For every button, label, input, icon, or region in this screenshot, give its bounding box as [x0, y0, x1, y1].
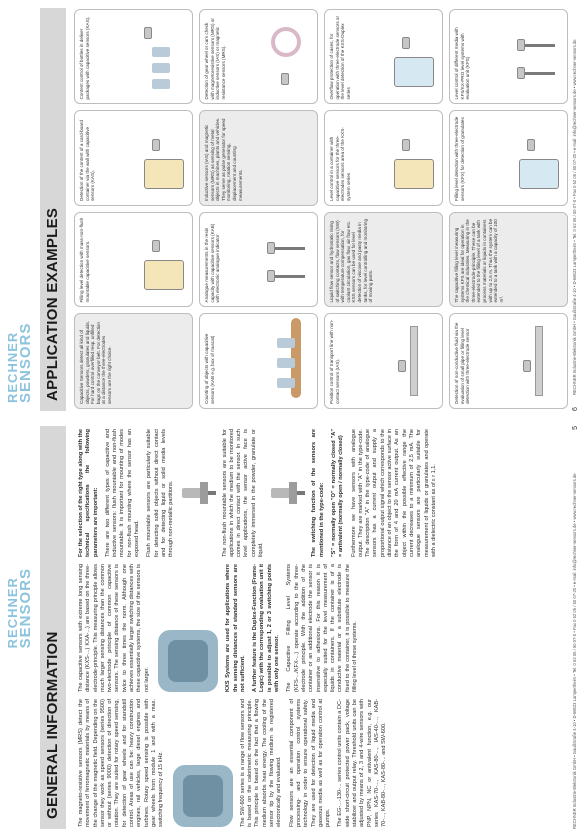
container-shape — [394, 58, 434, 88]
page-title: APPLICATION EXAMPLES — [44, 207, 61, 401]
logo-line2: SENSORS — [17, 568, 34, 649]
sensor-head — [517, 68, 525, 80]
page-title: GENERAL INFORMATION — [44, 631, 61, 819]
application-illustration — [267, 219, 311, 301]
paragraph-mount-types: There are two different types of capacitive and inductive sensors: flush mountable and non-flush mountable. It is important for mounting of modes for non-flush mounting where the sensor has an exposed head. — [104, 429, 141, 557]
sensor-head — [152, 241, 160, 253]
application-illustration — [392, 321, 436, 403]
application-card — [74, 111, 193, 207]
paragraph-kxs: The capacitive sensors with extreme long sensing distance (KXS-...) KXA-...) are based on the three-electrode-principle. This measuring principle allows much larger sensing distances than the common two-electrode principle of common capacitive sensors. The sensing distance of these sensors is twice to three times the norm. Although one achieves essentially larger switching distances with these capacitive systems, the size of the sensors is not larger. — [78, 564, 150, 692]
puzzle-image-2 — [158, 630, 218, 692]
paragraph-kxs-systems: KXS Systems are used for applications where the sensing distances of standard sensors are not sufficient. — [225, 564, 246, 692]
application-card — [324, 9, 443, 105]
footer-text: RECHNER Industrie-Elektronik GmbH • Gaußstraße 4-10 • D-68623 Lampertheim • Tel. 0 62 06 / 50 07-0 • Fax 0 62 06 / 50 07-20 • e-mail: info@rechner-sensors.de • www.rechner-sensors.de — [572, 473, 577, 829]
application-card-text: Content control of bottles in deliver packages with capacitive sensors (KAS). — [79, 16, 90, 100]
text-column-3 — [78, 429, 568, 557]
application-card — [74, 9, 193, 105]
pipe-shape — [410, 326, 418, 396]
paragraph-control-units: The EG-...-130-... series control units contain a DC-wide short-circuit protected power pack, voltage stabilizer and output relay. Threshold units can be adjusted by means of 2, 3 and 4-wire sensors with PNP, NPN, NC or antivalent function, e.g. our series KAS-70-..., KAS-80-..., IAS-40-..., KAB-70-..., KAB-80-..., KAS-80-... and SW-600. — [337, 699, 388, 827]
page-number: 5 — [572, 426, 579, 430]
header-band — [40, 8, 66, 411]
paragraph-duplex: A further feature is the Duplex-Function (Frame-Logic) with the corresponding evaluation unit it is possible to adjust 1, 2 or 3 switching points with only one sensor. — [252, 564, 281, 692]
application-card-text: The capacitive filling level measuring systems KFS are ideal for operation in the chemical industries. Measuring in the three-electrode-principle. These can be extended to the filling level of a tank with process materials or liquids in containers with up to 2,5 m. Thus the system can be extended to a tank with a capacity of 100 m³. — [454, 218, 504, 303]
paragraph-selection: For the selection of the right type along with the technical specifications the following parameters are important: — [78, 429, 99, 557]
sensor-head — [402, 139, 410, 151]
application-card-text: Analogue measurements in the resin capacity with capacitive sensors (KAB) with electronic analogue indicator — [204, 223, 221, 303]
paragraph-flow-sensors: Flow sensors are an essential component of processing- and operation control systems technology in order to ensure operational safety. They are used for detection of liquid media and gaseous media as well as for operation control at pumps. — [288, 699, 332, 827]
sensor-rod — [525, 45, 555, 48]
bottle-shape — [152, 80, 170, 90]
application-card — [199, 9, 318, 105]
left-page — [0, 418, 588, 835]
application-card-text: Detection of non-conductive fluid via the evaluation of small pipe or filling level detection with three-electrode sensor — [454, 322, 471, 404]
logo-line1: RECHNER — [5, 577, 20, 649]
application-illustration — [517, 321, 561, 403]
application-card — [449, 314, 568, 410]
application-illustration — [517, 118, 561, 200]
sensor-head — [267, 243, 275, 255]
application-card — [324, 314, 443, 410]
logo-line1: RECHNER — [5, 331, 20, 403]
sensor-image-2 — [271, 470, 305, 516]
page-number: 6 — [572, 407, 579, 411]
text-column-2 — [78, 564, 568, 692]
sensor-rod — [525, 73, 555, 76]
pipe-shape — [535, 326, 543, 396]
bottle-shape — [152, 64, 170, 74]
paragraph-analogue: Furthermore we have sensors with analogue output. They are marked with "A" in the type-code. The description "A" in the type-code of analogue sensors has a current output and supply a proportional output signal which corresponds to the distance of an object to the sensor active surface in the form of 4 and 20 mA current output. As an object within the possible effective range the current decreases to a minimum of 2,5 mA. The analogue sensors are particularly suitable for measurement of liquids or granulates and operate with a dielectric constant as of ε r 1,1. — [350, 429, 437, 557]
application-illustration — [142, 219, 186, 301]
sensor-head — [527, 139, 535, 151]
sensor-head — [144, 28, 152, 40]
application-illustration — [267, 16, 311, 98]
application-card-text: Inductive sensors (IAS) and magnetic sensors (MRS) as sensing of metal objects in machines, plants and vehicles. They serve as pulse generator for speed monitoring, rotation sensing, displacement and counting measurements. — [204, 117, 243, 201]
application-card — [449, 212, 568, 308]
object-shape — [277, 338, 295, 348]
brand-logo — [6, 568, 32, 648]
application-card — [449, 9, 568, 105]
paragraph-non-flush: The non-flush mountable sensors are suitable for applications in which the medium to be monitored comes in direct contact with the sensor. In such level applications, the sensor active face is completely immersed in the powder, granulate or liquid. — [221, 429, 265, 557]
application-illustration — [142, 16, 186, 98]
application-card-text: Filling level detection with three-electrode sensors (KFX) for detection of granulates — [454, 116, 465, 201]
application-card-text: Counting of objects with capacitive sensors (KAB e.g. box of muscat) — [204, 333, 215, 404]
page-footer — [572, 426, 584, 829]
right-page — [0, 0, 588, 417]
paragraph-flush: Flush mountable sensors are particularly suitable for detecting solid objects without direct contact and for detecting liquid or solid media levels through non-metallic partitions. — [146, 429, 175, 557]
sensor-image-1 — [182, 470, 216, 516]
brand-logo — [6, 323, 32, 403]
application-card — [199, 212, 318, 308]
application-illustration — [392, 16, 436, 98]
application-card-text: Liquid flow sensor and hydrostatic rising of switching contacts, flow sensors (SW) with temperature compensation, for coolant circulation, gas flow, air flow etc. KSS sensors can be used for level detection of viscose and pasty media in tanks, for level controlling and monitoring of moving parts. — [329, 219, 374, 303]
text-column-1 — [78, 699, 568, 827]
container-shape — [519, 159, 559, 189]
sensor-rod — [275, 248, 305, 251]
footer-text: RECHNER Industrie-Elektronik GmbH • Gaußstraße 4-10 • D-68623 Lampertheim • Tel. 0 62 06 / 50 07-0 • Fax 0 62 06 / 50 07-20 • e-mail: info@rechner-sensors.de • www.rechner-sensors.de — [572, 39, 577, 395]
sensor-head — [517, 40, 525, 52]
application-card — [324, 111, 443, 207]
paragraph-mrs: The magneto-resistive sensors (MRS) detect the movement of ferromagnetic materials by means of the change of the magnetic field. Depending on the sensor they work as speed sensors (series 9500) or without (series 9000) detection of direction of rotation. They are suited for rotary speed sensing, for detection of gear wheels and for standstill control. Areas of use can be: heavy construction engines, rail vehicles, large diesel engines and turbines. Rotary speed sensing is possible with gear wheels from module 1 and with a max. switching frequency of 15 kHz. — [78, 699, 165, 827]
sensor-head — [152, 139, 160, 151]
sensor-head — [267, 271, 275, 283]
container-shape — [394, 159, 434, 189]
application-card — [449, 111, 568, 207]
sensor-head — [523, 360, 531, 372]
application-illustration — [392, 118, 436, 200]
application-card — [324, 212, 443, 308]
paragraph-switching: The switching function of the sensors are mentioned in the type-code: — [311, 429, 325, 557]
page-footer — [572, 8, 584, 411]
object-shape — [277, 378, 295, 388]
application-card-text: Position control of transport line with non-contact sensors (IAS). — [329, 319, 340, 404]
application-card-text: Overflow protection of cases, for operation with three-electrode sensors or the level detection of the KXS-Duplex series — [329, 16, 351, 100]
container-shape — [144, 261, 184, 291]
application-card-text: Level control of different media with KFS/KX-PRO level systems with evaluation unit (KFS) — [454, 27, 471, 100]
application-card — [74, 212, 193, 308]
sensor-head — [398, 360, 406, 372]
sensor-head — [402, 38, 410, 50]
paragraph-sw600: The SW-600 series is a range of flow sensors and is based on the calorimetric measuring principle. This principle is based on the fact that a flowing medium absorbs heat energy. The cooling of the sensor tip by the flowing medium is registered electronically and evaluated. — [239, 699, 283, 827]
application-card-text: Level control in a container with capacitive sensors for the three-electrodes sensors area of the KXS-system series — [329, 127, 351, 201]
object-shape — [277, 358, 295, 368]
application-card — [74, 314, 193, 410]
application-card — [199, 111, 318, 207]
gear-wheel-shape — [271, 28, 301, 58]
logo-line2: SENSORS — [17, 322, 34, 403]
application-illustration — [142, 118, 186, 200]
paragraph-switching-codes: "S" = normally open "O" = normally closed "A" = antivalent (normally open / normally closed) — [330, 429, 345, 557]
container-shape — [144, 159, 184, 189]
bottle-shape — [152, 48, 170, 58]
sensor-rod — [275, 276, 305, 279]
sensor-head — [281, 74, 289, 86]
application-illustration — [267, 321, 311, 403]
application-card-text: Capacitive Sensors detect all kind of objects, powders, granulates and liquids. For hard control overfilled resp. unfilled bags on the conveyor belt. For detection at a distance the three-electrodes sensors are the right choice. — [79, 321, 112, 404]
application-card — [199, 314, 318, 410]
paragraph-filling-level: The Capacitive Filling Level Systems (KFS-.../KFX-...) operate according to the three-electrode principle. With the addition of the container or an additional electrode the sensor is insensitive to adhesions. For this reason it is especially suited for the level measurement of liquids in containers. If the container is of a conductive material or a substitute electrode is fixed to the container, it is possible to measure the filling level of these systems. — [286, 564, 359, 692]
application-grid — [74, 9, 568, 409]
application-illustration — [517, 16, 561, 98]
puzzle-image — [173, 765, 233, 827]
application-card-text: Detection of the content of a card-board container via the wall with capacitive sensors (KAS). — [79, 120, 96, 201]
application-card-text: Detection of gear wheel or cam check with magnetoresistive sensors (MRS) or inductive sensors (IAS) or magnetic resistance sensors (MRS). — [204, 18, 226, 100]
header-band — [40, 426, 66, 829]
application-card-text: Filling level detection with mass-non-flush mountable capacitive sensors. — [79, 217, 90, 303]
